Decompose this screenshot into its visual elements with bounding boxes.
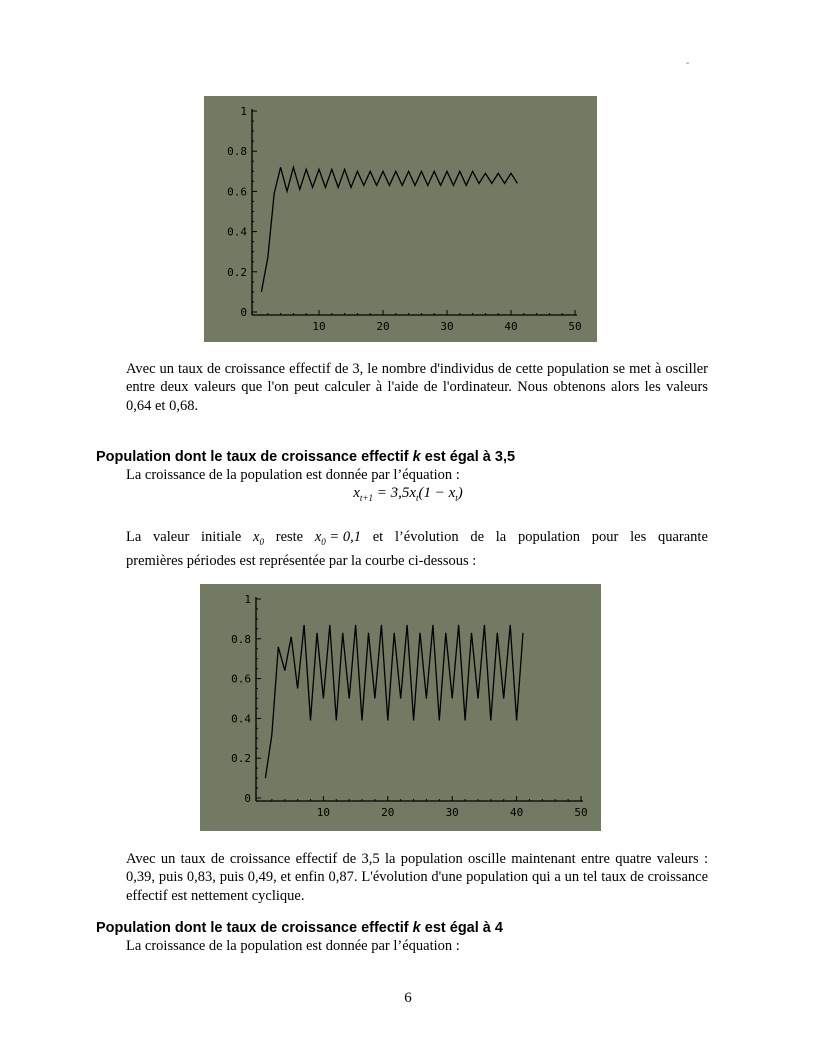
heading-k: k xyxy=(412,920,421,936)
heading-text-end: est égal à 4 xyxy=(420,920,503,936)
section-heading-k35 xyxy=(96,449,515,465)
word: de xyxy=(470,529,485,545)
eq-rhs-sub2: t xyxy=(455,493,458,503)
chart-k3-x-tick-label: 20 xyxy=(376,320,390,333)
paragraph-initial-value xyxy=(126,528,708,571)
word: l’évolution xyxy=(394,529,459,545)
word: population xyxy=(517,529,581,545)
chart-k3-x-tick-label: 10 xyxy=(312,320,326,333)
chart-k35-x-tick-label: 30 xyxy=(445,806,459,819)
chart-k35-y-tick-label: 1 xyxy=(244,593,251,606)
equation-intro-k4: La croissance de la population est donnée par l’équation : xyxy=(126,938,460,954)
chart-k3-x-tick-label: 30 xyxy=(440,320,454,333)
chart-k3 xyxy=(204,96,597,342)
word: et xyxy=(372,529,384,545)
chart-k35-y-tick-label: 0.8 xyxy=(231,632,251,646)
heading-text: Population dont le taux de croissance effectif xyxy=(96,920,413,936)
chart-k3-y-tick-label: 0.6 xyxy=(227,185,247,199)
chart-k35-series-line xyxy=(265,625,523,778)
chart-k3-y-tick-label: 0.4 xyxy=(227,225,247,239)
chart-k35-plot xyxy=(200,584,601,831)
word: la xyxy=(495,529,507,545)
x0-equation: $x_0 = 0,1$ xyxy=(314,529,361,547)
equation-intro-k35: La croissance de la population est donnée par l’équation : xyxy=(126,467,460,483)
word: initiale xyxy=(201,529,242,545)
equation-k35 xyxy=(0,485,816,503)
word: reste xyxy=(275,529,304,545)
chart-k3-y-tick-label: 1 xyxy=(240,105,247,118)
eq-rhs-b: (1 − x xyxy=(418,485,456,501)
word: quarante xyxy=(657,529,708,545)
heading-text-end: est égal à 3,5 xyxy=(420,449,516,465)
chart-k3-series-line xyxy=(261,167,517,292)
paragraph-k3-result: Avec un taux de croissance effectif de 3, le nombre d'individus de cette population se met à osciller entre deux valeurs que l'on peut calculer à l'aide de l'ordinateur. Nous obtenons alors les valeurs 0,64 et 0,68. xyxy=(126,361,708,414)
chart-k3-y-tick-label: 0 xyxy=(240,306,247,319)
chart-k35 xyxy=(200,584,601,831)
word: pour xyxy=(591,529,619,545)
chart-k3-y-tick-label: 0.8 xyxy=(227,145,247,159)
eq-rhs-sub: t xyxy=(415,493,419,503)
word: La xyxy=(126,529,142,545)
chart-k3-y-tick-label: 0.2 xyxy=(227,265,247,279)
var-x0: $x_0$ xyxy=(253,529,264,547)
eq-rhs-a: = 3,5x xyxy=(372,485,416,501)
paragraph-k35-result: Avec un taux de croissance effectif de 3,5 la population oscille maintenant entre quatre valeurs : 0,39, puis 0,83, puis 0,49, et enfin 0,87. L'évolution d'une population qui a un tel taux de croissance effectif est nettement cyclique. xyxy=(126,851,708,904)
word: valeur xyxy=(153,529,190,545)
chart-k35-y-tick-label: 0 xyxy=(244,792,251,805)
chart-k35-x-tick-label: 20 xyxy=(381,806,395,819)
chart-k35-y-tick-label: 0.4 xyxy=(231,712,251,726)
chart-k35-y-tick-label: 0.6 xyxy=(231,672,251,686)
chart-k3-x-tick-label: 40 xyxy=(504,320,518,333)
chart-k35-x-tick-label: 40 xyxy=(509,806,524,819)
eq-rhs-c: ) xyxy=(457,485,463,501)
chart-k3-x-tick-label: 50 xyxy=(568,320,582,333)
chart-k35-x-tick-label: 10 xyxy=(316,806,331,819)
word: les xyxy=(630,529,647,545)
heading-text: Population dont le taux de croissance effectif xyxy=(96,449,413,465)
eq-lhs-sub: t+1 xyxy=(359,493,373,503)
initial-value-line1 xyxy=(126,528,708,552)
chart-k35-y-tick-label: 0.2 xyxy=(231,752,251,766)
chart-k35-x-tick-label: 50 xyxy=(574,806,588,819)
header-mark: - xyxy=(686,58,690,69)
initial-value-line2: premières périodes est représentée par la courbe ci-dessous : xyxy=(126,552,477,569)
page-number: 6 xyxy=(404,990,412,1006)
eq-lhs: x xyxy=(353,485,360,501)
chart-k3-plot xyxy=(204,96,597,342)
heading-k: k xyxy=(412,449,421,465)
section-heading-k4 xyxy=(96,920,503,936)
